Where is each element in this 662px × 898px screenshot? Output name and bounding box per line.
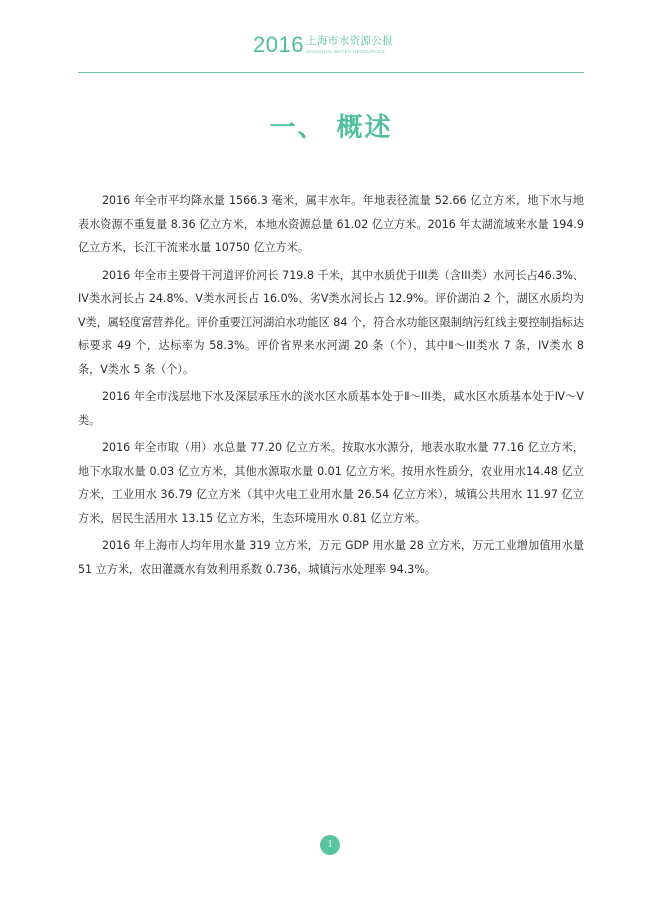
header-year: 2016	[253, 32, 304, 57]
paragraph-precipitation: 2016 年全市平均降水量 1566.3 毫米，属丰水年。年地表径流量 52.66 亿立方米，地下水与地表水资源不重复量 8.36 亿立方米，本地水资源总量 61.02 亿立方米。2016 年太湖流域来水量 194.9 亿立方米，长江干流来水量 10750 亿立方米。	[78, 194, 584, 254]
header-divider	[78, 72, 584, 73]
section-title: 一、 概述	[269, 113, 393, 143]
header-title: 上海市水资源公报	[306, 35, 394, 47]
paragraph-river-quality: 2016 年全市主要骨干河道评价河长 719.8 千米，其中水质优于III类（含III类）水河长占46.3%、IV类水河长占 24.8%、V类水河长占 16.0%、劣Ⅴ类水河长占 12.9%。评价湖泊 2 个，湖区水质均为Ⅴ类，属轻度富营养化。评价重要江河湖泊水功能区 84 个，符合水功能区限制纳污红线主要控制指标达标要求 49 个，达标率为 58.3%。评价省界来水河湖 20 条（个），其中Ⅱ～III类水 7 条，IV类水 8 条，Ⅴ类水 5 条（个）。	[78, 268, 584, 376]
paragraph-groundwater: 2016 年全市浅层地下水及深层承压水的淡水区水质基本处于Ⅱ～III类，咸水区水质基本处于Ⅳ～Ⅴ类。	[78, 390, 584, 427]
body-text	[78, 189, 584, 585]
paragraph-water-use-indicators: 2016 年上海市人均年用水量 319 立方米，万元 GDP 用水量 28 立方米，万元工业增加值用水量 51 立方米，农田灌溉水有效利用系数 0.736，城镇污水处理率 94.3%。	[78, 539, 584, 576]
header-subtitle: SHANGHAI WATER RESOURCES	[306, 49, 385, 54]
page-header	[0, 30, 662, 62]
page-number-badge: 1	[320, 835, 340, 855]
paragraph-water-withdrawal: 2016 年全市取（用）水总量 77.20 亿立方米。按取水水源分，地表水取水量 77.16 亿立方米，地下水取水量 0.03 亿立方米，其他水源取水量 0.01 亿立方米。按用水性质分，农业用水14.48 亿立方米，工业用水 36.79 亿立方米（其中火电工业用水量 26.54 亿立方米），城镇公共用水 11.97 亿立方米，居民生活用水 13.15 亿立方米，生态环境用水 0.81 亿立方米。	[78, 441, 584, 525]
